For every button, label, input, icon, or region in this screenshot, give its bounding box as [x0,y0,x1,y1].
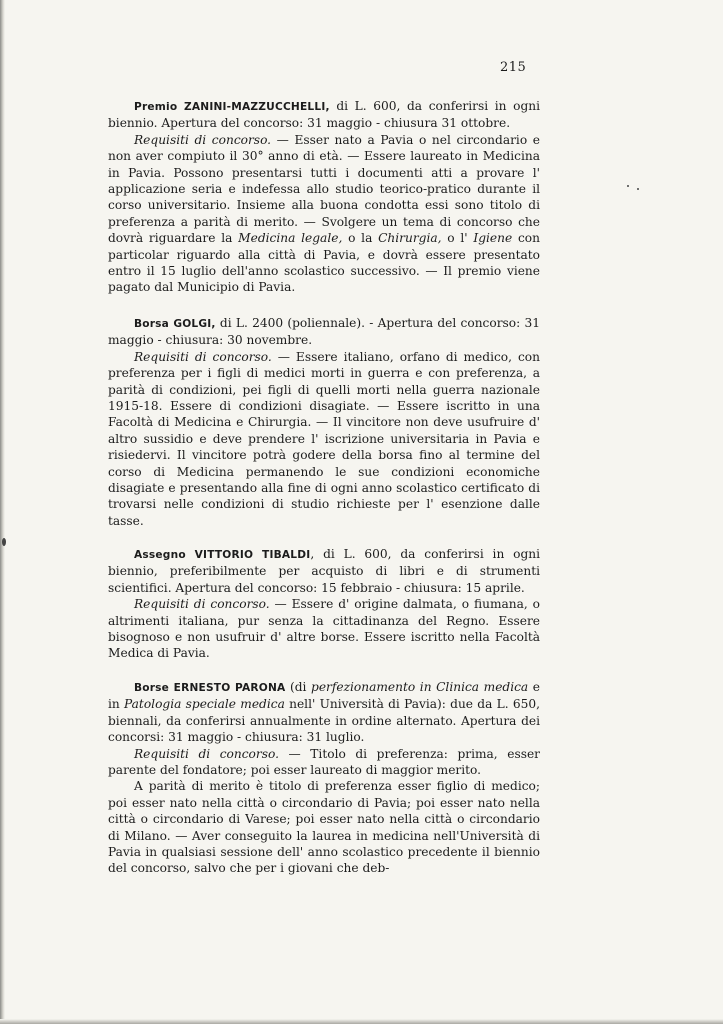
section-parona [108,679,540,877]
section-extra-paragraph: A parità di merito è titolo di preferenza esser figlio di medico; poi esser nato nella città o circondario di Pavia; poi esser nato nella città o circondario di Varese; poi esser nato nella città o circondario di Milano. — Aver conseguito la laurea in medicina nell'Università di Pavia in qualsiasi sessione dell' anno scolastico precedente il biennio del concorso, salvo che per i giovani che deb- [108,779,540,876]
speck [637,188,639,190]
speck [627,185,629,187]
section-requirements: Requisiti di concorso. — Esser nato a Pavia o nel circondario e non aver compiuto il 30° anno di età. — Essere laureato in Medicina in Pavia. Possono presentarsi tutti i documenti atti a provare l' applicazione seria e indefessa allo studio teorico-pratico durante il corso universitario. Insieme alla buona condotta essi sono titolo di preferenza a parità di merito. — Svolgere un tema di concorso che dovrà riguardare la Medicina legale, o la Chirurgia, o l' Igiene con particolar riguardo alla città di Pavia, e dovrà essere presentato entro il 15 luglio dell'anno scolastico successivo. — Il premio viene pagato dal Municipio di Pavia. [108,132,540,295]
section-zanini [108,98,540,296]
section-requirements: Requisiti di concorso. — Essere italiano, orfano di medico, con preferenza per i figli di medici morti in guerra e con preferenza, a parità di condizioni, pei figli di quelli morti nella guerra nazionale 1915-18. Essere di condizioni disagiate. — Essere iscritto in una Facoltà di Medicina e Chirurgia. — Il vincitore non deve usufruire d' altro sussidio e deve prendere l' iscrizione universitaria in Pavia e risiedervi. Il vincitore potrà godere della borsa fino al termine del corso di Medicina permanendo le sue condizioni economiche disagiate e presentando alla fine di ogni anno scolastico certificato di trovarsi nelle condizioni di studio richieste per l' esenzione dalle tasse. [108,349,540,528]
section-heading: Borse ERNESTO PARONA (di perfezionamento in Clinica medica e in Patologia speciale medica nell' Università di Pavia): due da L. 650, biennali, da conferirsi annualmente in ordine alternato. Apertura dei concorsi: 31 maggio - chiusura: 31 luglio. [108,680,540,745]
page-edge-bottom [0,1019,723,1024]
section-requirements: Requisiti di concorso. — Essere d' origine dalmata, o fiumana, o altrimenti italiana, pur senza la cittadinanza del Regno. Essere bisognoso e non usufruir d' altre borse. Essere iscritto nella Facoltà Medica di Pavia. [108,597,540,661]
page-number: 215 [500,60,527,75]
page-edge-left [0,0,5,1024]
section-heading: Premio ZANINI-MAZZUCCHELLI, di L. 600, da conferirsi in ogni biennio. Apertura del concorso: 31 maggio - chiusura 31 ottobre. [108,99,541,131]
section-golgi [108,315,540,529]
margin-mark [2,538,6,546]
section-heading: Borsa GOLGI, di L. 2400 (poliennale). - Apertura del concorso: 31 maggio - chiusura: 30 novembre. [108,316,541,348]
section-requirements: Requisiti di concorso. — Titolo di preferenza: prima, esser parente del fondatore; poi esser laureato di maggior merito. [108,746,540,778]
section-heading: Assegno VITTORIO TIBALDI, di L. 600, da conferirsi in ogni biennio, preferibilmente per acquisto di libri e di strumenti scientifici. Apertura del concorso: 15 febbraio - chiusura: 15 aprile. [108,547,541,595]
section-tibaldi [108,546,540,662]
